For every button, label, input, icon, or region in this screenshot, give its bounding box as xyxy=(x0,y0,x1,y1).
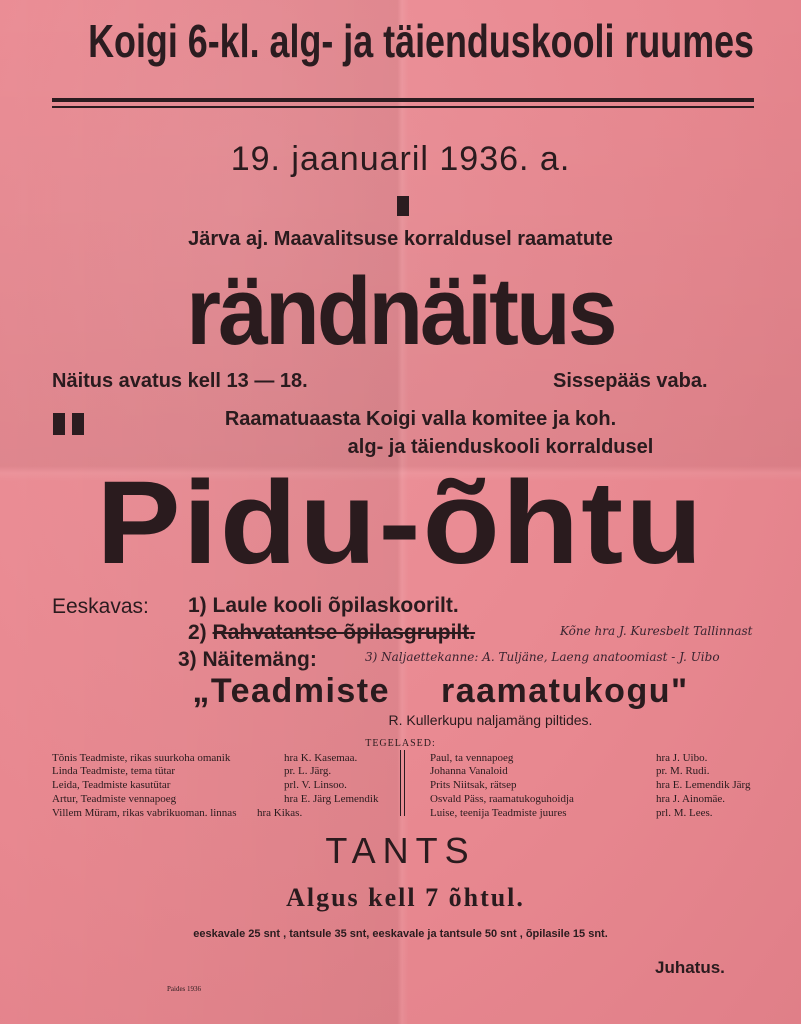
printer-mark: Paides 1936 xyxy=(167,985,202,993)
event-date: 19. jaanuaril 1936. a. xyxy=(230,140,571,178)
cast-actor: hra K. Kasemaa. xyxy=(284,752,358,764)
program-item-2 xyxy=(188,621,475,645)
cast-role: Prits Niitsak, rätsep xyxy=(430,779,517,791)
cast-role: Paul, ta vennapoeg xyxy=(430,752,514,764)
section-one-marker xyxy=(397,196,409,216)
cast-role: Linda Teadmiste, tema tütar xyxy=(52,765,176,777)
program-label: Eeskavas: xyxy=(52,595,149,618)
dance-title: TANTS xyxy=(325,830,476,871)
cast-role: Osvald Päss, raamatukoguhoidja xyxy=(430,793,574,805)
header-rule-thick xyxy=(52,98,754,102)
handwritten-note-item-3: 3) Naljaettekanne: A. Tuljäne, Laeng anatoomiast - J. Uibo xyxy=(365,650,720,664)
exhibit-title: rändnäitus xyxy=(186,258,615,365)
start-time: Algus kell 7 õhtul. xyxy=(286,883,525,912)
cast-role: Tõnis Teadmiste, rikas suurkoha omanik xyxy=(52,752,231,764)
cast-heading-text: TEGELASED: xyxy=(365,738,436,749)
cast-actor: pr. M. Rudi. xyxy=(656,765,710,777)
play-subtitle: R. Kullerkupu naljamäng piltides. xyxy=(388,712,593,728)
exhibit-hours: Näitus avatus kell 13 — 18. xyxy=(52,370,308,392)
cast-actor: hra E. Järg Lemendik xyxy=(284,793,379,805)
program-item-2-struck-label: Rahvatantse õpilasgrupilt. xyxy=(212,621,476,644)
cast-actor: prl. M. Lees. xyxy=(656,807,713,819)
party-organizer-line-1: Raamatuaasta Koigi valla komitee ja koh. xyxy=(224,408,617,430)
ticket-prices: eeskavale 25 snt , tantsule 35 snt, eeskavale ja tantsule 50 snt , õpilasile 15 snt. xyxy=(193,928,608,940)
cast-role: Artur, Teadmiste vennapoeg xyxy=(52,793,177,805)
cast-role: Luise, teenija Teadmiste juures xyxy=(430,807,567,819)
cast-actor: hra J. Uibo. xyxy=(656,752,708,764)
management-signature: Juhatus. xyxy=(655,958,725,977)
cast-divider-line xyxy=(404,750,405,816)
venue-title: Koigi 6-kl. alg- ja täienduskooli ruumes xyxy=(88,15,755,67)
header-rule-thin xyxy=(52,106,754,108)
cast-actor: hra E. Lemendik Järg xyxy=(656,779,751,791)
cast-role: Villem Müram, rikas vabrikuoman. linnas xyxy=(52,807,237,819)
program-item-1: 1) Laule kooli õpilaskoorilt. xyxy=(188,594,459,617)
cast-actor: prl. V. Linsoo. xyxy=(284,779,347,791)
play-title: „Teadmiste raamatukogu" xyxy=(192,672,689,710)
cast-actor: hra J. Ainomäe. xyxy=(656,793,726,805)
handwritten-note-item-2: Kõne hra J. Kuresbelt Tallinnast xyxy=(560,624,753,638)
program-item-2-number: 2) xyxy=(188,621,207,644)
cast-actor: hra Kikas. xyxy=(257,807,303,819)
cast-heading xyxy=(0,738,801,749)
cast-divider-line xyxy=(400,750,401,816)
party-title: Pidu-õhtu xyxy=(96,457,705,589)
party-organizer-line-2: alg- ja täienduskooli korraldusel xyxy=(347,436,654,458)
exhibit-admission: Sissepääs vaba. xyxy=(553,370,708,392)
exhibit-organizer: Järva aj. Maavalitsuse korraldusel raamatute xyxy=(188,228,613,250)
cast-actor: pr. L. Järg. xyxy=(284,765,332,777)
cast-role: Leida, Teadmiste kasutütar xyxy=(52,779,171,791)
program-item-3: 3) Näitemäng: xyxy=(178,648,317,671)
cast-role: Johanna Vanaloid xyxy=(430,765,508,777)
